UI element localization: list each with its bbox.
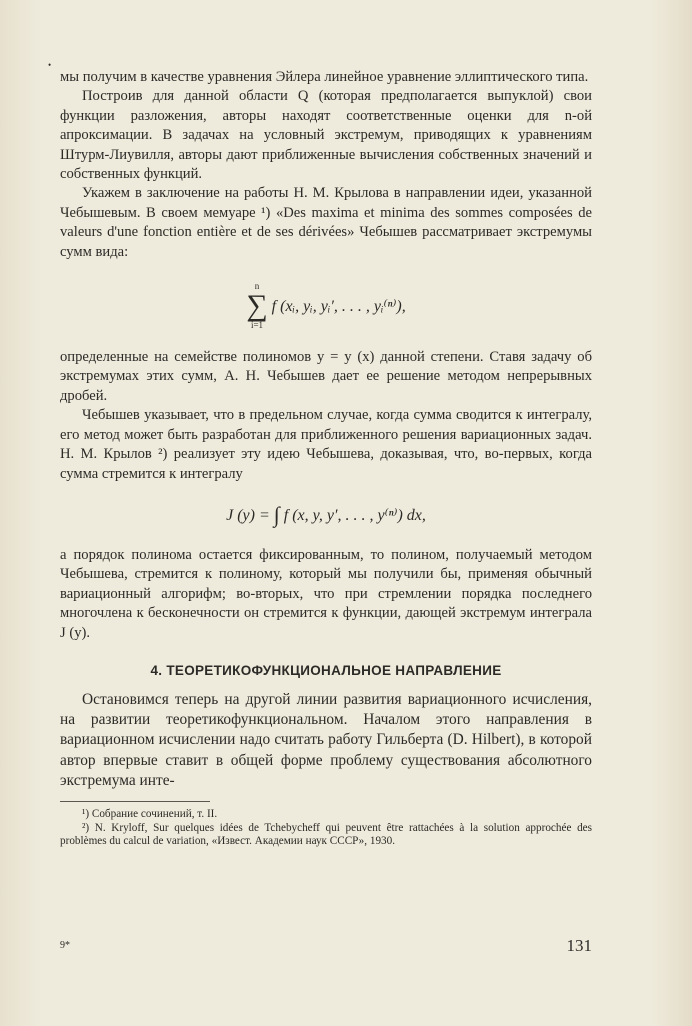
integral-sign: ∫ bbox=[273, 501, 280, 527]
integral-body: f (x, y, y′, . . . , y⁽ⁿ⁾) dx, bbox=[283, 506, 426, 524]
text-column bbox=[48, 60, 592, 849]
sum-symbol: n ∑ i=1 bbox=[246, 281, 268, 331]
sum-formula bbox=[60, 276, 592, 330]
sum-lower-limit: i=1 bbox=[250, 320, 264, 331]
footnote-rule bbox=[60, 801, 210, 802]
sum-upper-limit: n bbox=[254, 281, 260, 292]
paragraph-1: мы получим в качестве уравнения Эйлера линейное уравнение эллиптического типа. bbox=[60, 69, 589, 85]
paragraph-2: Построив для данной области Q (которая предполагается выпуклой) свои функции разложения, авторы находят соответственные оценки для n-ой апроксимации. В задачах на условный экстремум, приводящих к уравнениям Штурм-Лиувилля, авторы дают приближенные вычисления собственных значений и собственных функций. bbox=[60, 88, 592, 183]
integral-lhs: J (y) = bbox=[226, 506, 270, 524]
page-number: 131 bbox=[566, 936, 592, 955]
integral-formula bbox=[60, 502, 592, 528]
footnote-1: ¹) Собрание сочинений, т. II. bbox=[82, 807, 218, 820]
margin-dot: • bbox=[48, 60, 52, 70]
paragraph-4: определенные на семействе полиномов y = y (x) данной степени. Ставя задачу об экстремумах этих сумм, А. Н. Чебышев дает ее решение методом непрерывных дробей. bbox=[60, 349, 592, 404]
paragraph-6: а порядок полинома остается фиксированным, то полином, получаемый методом Чебышева, стремится к полиному, который мы получили бы, применяя обычный вариационный алгорифм; во-вторых, что при стремлении порядка последнего многочлена к бесконечности он стремится к функции, дающей экстремум интеграла J (y). bbox=[60, 546, 592, 641]
paragraph-3: Укажем в заключение на работы Н. М. Крылова в направлении идеи, указанной Чебышевым. В своем мемуаре ¹) «Des maxima et minima des sommes composées de valeurs d'une fonction entière et de ses dérivées» Чебышев рассматривает экстремумы сумм вида: bbox=[60, 185, 592, 260]
footnote-2: ²) N. Kryloff, Sur quelques idées de Tchebycheff qui peuvent être rattachées à la solution approchée des problèmes du calcul de variation, «Извест. Академии наук СССР», 1930. bbox=[60, 821, 592, 848]
sum-body: f (xᵢ, yᵢ, yᵢ′, . . . , yᵢ⁽ⁿ⁾), bbox=[271, 298, 406, 316]
paragraph-5: Чебышев указывает, что в предельном случае, когда сумма сводится к интегралу, его метод может быть разработан для приближенного решения вариационных задач. Н. М. Крылов ²) реализует эту идею Чебышева, доказывая, что, во-первых, когда сумма стремится к интегралу bbox=[60, 407, 592, 482]
signature-mark: 9* bbox=[60, 940, 70, 951]
section-heading: 4. ТЕОРЕТИКОФУНКЦИОНАЛЬНОЕ НАПРАВЛЕНИЕ bbox=[150, 662, 502, 678]
section-paragraph: Остановимся теперь на другой линии развития вариационного исчисления, на развитии теоретикофункциональном. Началом этого направления в вариационном исчислении надо считать работу Гильберта (D. Hilbert), в которой автор впервые ставит в общей форме проблему существования абсолютного экстремума инте- bbox=[60, 690, 592, 789]
